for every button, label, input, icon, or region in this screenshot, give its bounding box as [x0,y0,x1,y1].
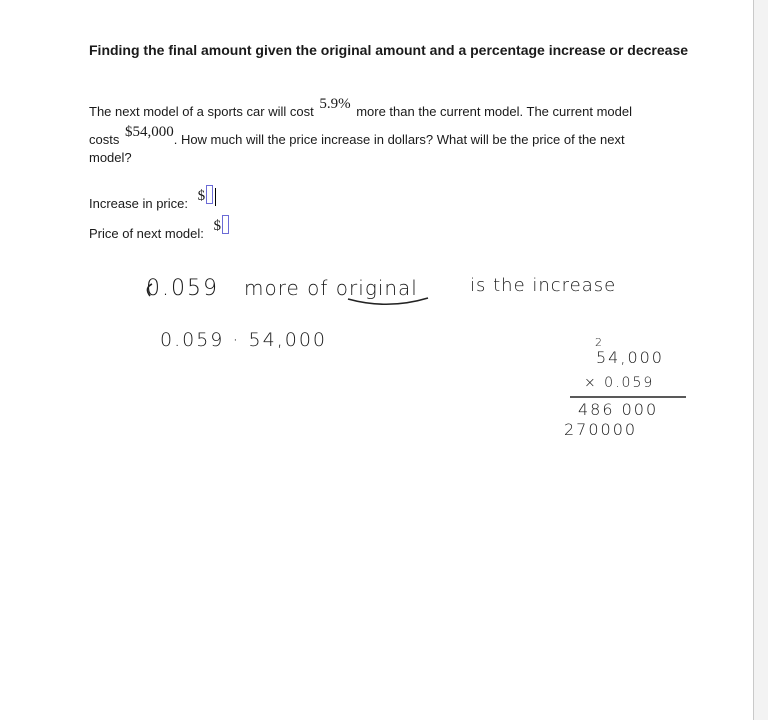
problem-text-1b: more than the current model. The current model [356,104,632,119]
vertical-scrollbar[interactable] [753,0,768,720]
problem-text-2a: costs [89,132,120,147]
problem-text-3: model? [89,150,132,165]
handwritten-phrase: more of original [244,276,418,300]
next-price-label: Price of next model: [89,226,204,241]
percent-value: 5.9% [319,96,351,112]
cost-value: $54,000 [124,124,174,140]
calc-partial-2: 270000 [564,420,638,439]
increase-label: Increase in price: [89,196,188,211]
increase-dollar: $ [197,188,206,204]
calc-multiplicand: 54,000 [596,348,664,367]
handwritten-percent: 0.059 [146,276,219,301]
calc-partial-1: 486 000 [578,400,659,419]
percent-arrow-stroke [147,284,152,296]
problem-text-2b: . How much will the price increase in dollars? What will be the price of the next [173,132,625,147]
handwritten-equation: 0.059 · 54,000 [160,329,327,351]
page-title: Finding the final amount given the original amount and a percentage increase or decrease [89,42,689,58]
original-underline [348,298,428,304]
problem-text-1a: The next model of a sports car will cost [89,104,314,119]
calc-multiplier: × 0.059 [584,375,655,391]
carry-digit: 2 [595,336,604,349]
handwritten-increase-text: is the increase [470,275,617,296]
next-price-dollar: $ [213,218,222,234]
